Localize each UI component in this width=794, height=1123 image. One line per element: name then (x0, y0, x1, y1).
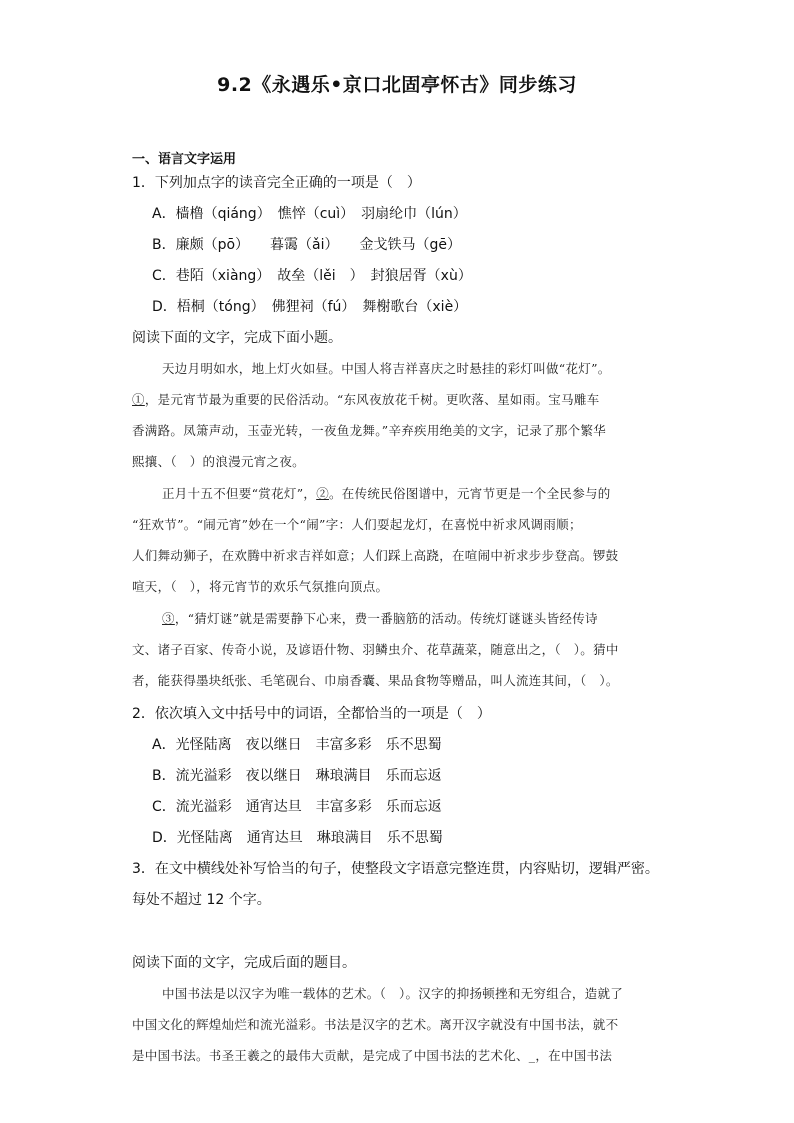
passage-1-line: “狂欢节”。“闹元宵”妙在一个“闹”字：人们耍起龙灯，在喜悦中祈求风调雨顺； (132, 517, 582, 532)
question-3-stem: 3．在文中横线处补写恰当的句子，使整段文字语意完整连贯，内容贴切，逻辑严密。 (132, 861, 659, 877)
passage-1-line: 香满路。凤箫声动，玉壶光转，一夜鱼龙舞。”辛弃疾用绝美的文字，记录了那个繁华 (132, 423, 607, 438)
passage-1-intro: 阅读下面的文字，完成下面小题。 (132, 330, 342, 346)
question-1-stem: 1．下列加点字的读音完全正确的一项是（ ） (132, 175, 421, 191)
passage-1-line: 正月十五不但要“赏花灯”，②。在传统民俗图谱中，元宵节更是一个全民参与的 (162, 486, 611, 501)
passage-1-line: ③，“猜灯谜”就是需要静下心来，费一番脑筋的活动。传统灯谜谜头皆经传诗 (162, 611, 598, 626)
passage-1-line: 天边月明如水，地上灯火如昼。中国人将吉祥喜庆之时悬挂的彩灯叫做“花灯”。 (162, 361, 611, 376)
passage-2-line: 中国文化的辉煌灿烂和流光溢彩。书法是汉字的艺术。离开汉字就没有中国书法，就不 (132, 1017, 619, 1032)
blank-1: ① (132, 392, 145, 407)
question-2-option-d: D．光怪陆离 通宵达旦 琳琅满目 乐不思蜀 (152, 830, 443, 846)
question-1-option-a: A．樯橹（qiáng） 憔悴（cuì） 羽扇纶巾（lún） (152, 206, 467, 222)
passage-2-intro: 阅读下面的文字，完成后面的题目。 (132, 955, 356, 971)
question-1-option-d: D．梧桐（tóng） 佛狸祠（fú） 舞榭歌台（xiè） (152, 299, 468, 315)
page-title: 9.2《永遇乐•京口北固亭怀古》同步练习 (217, 74, 577, 96)
question-1-option-c: C．巷陌（xiàng） 故垒（lěi ） 封狼居胥（xù） (152, 268, 472, 284)
passage-1-line: ①，是元宵节最为重要的民俗活动。“东风夜放花千树。更吹落、星如雨。宝马雕车 (132, 392, 600, 407)
passage-2-line: 中国书法是以汉字为唯一载体的艺术。（ ）。汉字的抑扬顿挫和无穷组合，造就了 (162, 986, 624, 1001)
passage-1-line: 人们舞动狮子，在欢腾中祈求吉祥如意；人们踩上高跷，在喧闹中祈求步步登高。锣鼓 (132, 548, 619, 563)
question-2-option-c: C．流光溢彩 通宵达旦 丰富多彩 乐而忘返 (152, 799, 442, 815)
question-3-limit: 每处不超过 12 个字。 (132, 892, 271, 908)
passage-1-line: 者，能获得墨块纸张、毛笔砚台、巾扇香囊、果品食物等赠品，叫人流连其间，（ ）。 (132, 673, 619, 688)
passage-2-line: 是中国书法。书圣王羲之的最伟大贡献，是完成了中国书法的艺术化、_，在中国书法 (132, 1048, 613, 1063)
question-2-option-b: B．流光溢彩 夜以继日 琳琅满目 乐而忘返 (152, 768, 442, 784)
passage-1-line: 熙攘、（ ）的浪漫元宵之夜。 (132, 454, 305, 469)
question-1-option-b: B．廉颇（pō） 暮霭（ǎi） 金戈铁马（gē） (152, 237, 462, 253)
section-heading: 一、语言文字运用 (132, 152, 237, 167)
question-2-stem: 2．依次填入文中括号中的词语，全都恰当的一项是（ ） (132, 706, 491, 722)
passage-1-line: 喧天，（ ），将元宵节的欢乐气氛推向顶点。 (132, 579, 389, 594)
blank-3: ③ (162, 611, 175, 626)
question-2-option-a: A．光怪陆离 夜以继日 丰富多彩 乐不思蜀 (152, 737, 442, 753)
passage-1-line: 文、诸子百家、传奇小说，及谚语什物、羽鳞虫介、花草蔬菜，随意出之，（ ）。猜中 (132, 642, 619, 657)
blank-2: ② (316, 486, 329, 501)
